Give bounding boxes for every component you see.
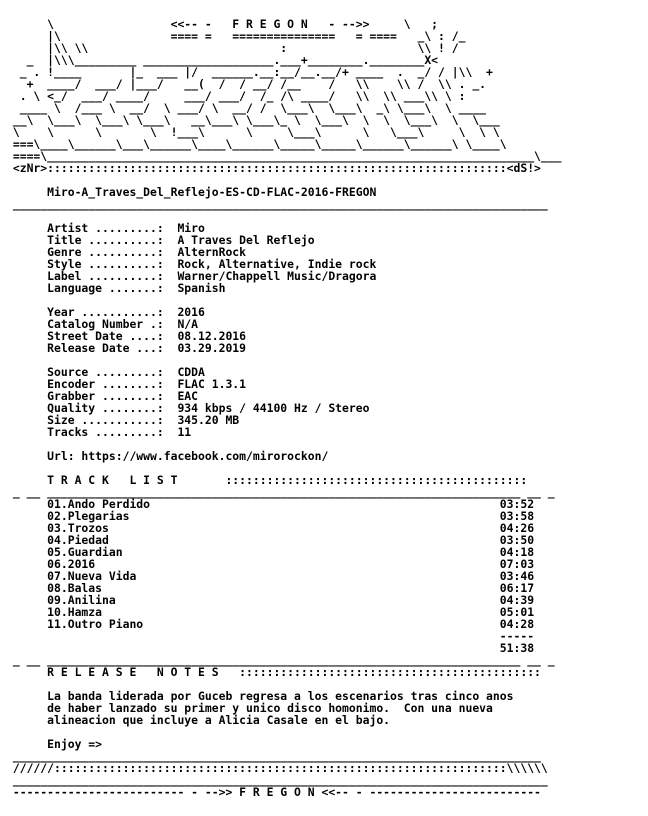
nfo-line: 01.Ando Perdido 03:52 (6, 497, 535, 511)
nfo-line: 10.Hamza 05:01 (6, 605, 535, 619)
nfo-line: __\ \___\ \___\ \___\ __\___\ \___\_ \ \___\ \ \ \___\ \ \___ (6, 113, 500, 127)
nfo-line: Label ..........: Warner/Chappell Music/Dragora (6, 269, 377, 283)
nfo-line: Style ..........: Rock, Alternative, Indie rock (6, 257, 377, 271)
nfo-line: ____ \ /___ \ __/ \ ___/ \ __/ / \___\ \___\ _\ \___\ \ ____ (6, 101, 487, 115)
nfo-line: ----- (6, 629, 535, 643)
nfo-line: Miro-A_Traves_Del_Reflejo-ES-CD-FLAC-2016-FREGON (6, 185, 377, 199)
nfo-line: Enjoy => (6, 737, 103, 751)
nfo-line: alineacion que incluye a Alicia Casale en el bajo. (6, 713, 391, 727)
nfo-line: Url: https://www.facebook.com/mirorockon/ (6, 449, 329, 463)
nfo-line: Year ...........: 2016 (6, 305, 205, 319)
nfo-line: \ \ \ \ !___\ \ \___\ \ \___\ \ \ \ (6, 125, 500, 139)
nfo-line: Size ...........: 345.20 MB (6, 413, 240, 427)
nfo-line: Genre ..........: AlternRock (6, 245, 247, 259)
nfo-line: Title ..........: A Traves Del Reflejo (6, 233, 315, 247)
nfo-line: _ |\\\_________ ___________________.___+________.________X< (6, 53, 439, 67)
nfo-line: Catalog Number .: N/A (6, 317, 199, 331)
nfo-line: //////::::::::::::::::::::::::::::::::::::::::::::::::::::::::::::::::::\\\\\\ (6, 761, 548, 775)
nfo-line: Street Date ....: 08.12.2016 (6, 329, 247, 343)
nfo-line: ====\_______________________________________________________________________\___ (6, 149, 562, 163)
nfo-line: Source .........: CDDA (6, 365, 205, 379)
nfo-line: 51:38 (6, 641, 535, 655)
nfo-line: Tracks .........: 11 (6, 425, 192, 439)
nfo-line: ===\____\______\___\______\____\______\_____\_____\______\______\ \____\ (6, 137, 507, 151)
nfo-line: 04.Piedad 03:50 (6, 533, 535, 547)
nfo-line: |\ ==== = =============== = ==== _\ : /_ (6, 29, 466, 43)
nfo-line: ______________________________________________________________________________ (6, 773, 548, 787)
nfo-line: R E L E A S E N O T E S :::::::::::::::::::::::::::::::::::::::::::: (6, 665, 541, 679)
nfo-text-block (6, 18, 561, 798)
nfo-line: 02.Plegarias 03:58 (6, 509, 535, 523)
nfo-line: _ __ _____________________________________________________________________ __ _ (6, 485, 555, 499)
nfo-line: _____________________________________________________________________________ (6, 749, 541, 763)
nfo-line: |\\ \\ : \\ ! / (6, 41, 459, 55)
nfo-line: _ . !____ |_ ___ |/ ______.__:__/__.__/+ ____ . _/ / |\\ + (6, 65, 493, 79)
nfo-line: 09.Anilina 04:39 (6, 593, 535, 607)
nfo-line: <zNr>:::::::::::::::::::::::::::::::::::::::::::::::::::::::::::::::::::<dS!> (6, 161, 541, 175)
nfo-line: \ <<-- - F R E G O N - -->> \ ; (6, 17, 439, 31)
nfo-line: 06.2016 07:03 (6, 557, 535, 571)
nfo-line: 03.Trozos 04:26 (6, 521, 535, 535)
nfo-line: T R A C K L I S T :::::::::::::::::::::::::::::::::::::::::::: (6, 473, 528, 487)
nfo-line: de haber lanzado su primer y unico disco homonimo. Con una nueva (6, 701, 493, 715)
nfo-line: La banda liderada por Guceb regresa a los escenarios tras cinco anos (6, 689, 514, 703)
nfo-line: 08.Balas 06:17 (6, 581, 535, 595)
nfo-line: ------------------------- - -->> F R E G O N <<-- - ------------------------- (6, 785, 541, 799)
nfo-line: . \ <_/ ___/ ____/ ___/ ___/ /_ /\ ____/ \\ \\ ___\\ \ : (6, 89, 466, 103)
nfo-line: _ __ _____________________________________________________________________ __ _ (6, 653, 555, 667)
nfo-line: 05.Guardian 04:18 (6, 545, 535, 559)
nfo-line: Artist .........: Miro (6, 221, 205, 235)
nfo-line: Release Date ...: 03.29.2019 (6, 341, 247, 355)
nfo-line: Grabber ........: EAC (6, 389, 199, 403)
nfo-line: Quality ........: 934 kbps / 44100 Hz / Stereo (6, 401, 370, 415)
nfo-line: ______________________________________________________________________________ (6, 197, 548, 211)
nfo-line: Language .......: Spanish (6, 281, 226, 295)
nfo-line: + ____/ ___/ |___/ __( / / __/ /__ / \\ \\ / \\ . _. (6, 77, 487, 91)
nfo-line: 07.Nueva Vida 03:46 (6, 569, 535, 583)
nfo-line: Encoder ........: FLAC 1.3.1 (6, 377, 247, 391)
nfo-line: 11.Outro Piano 04:28 (6, 617, 535, 631)
